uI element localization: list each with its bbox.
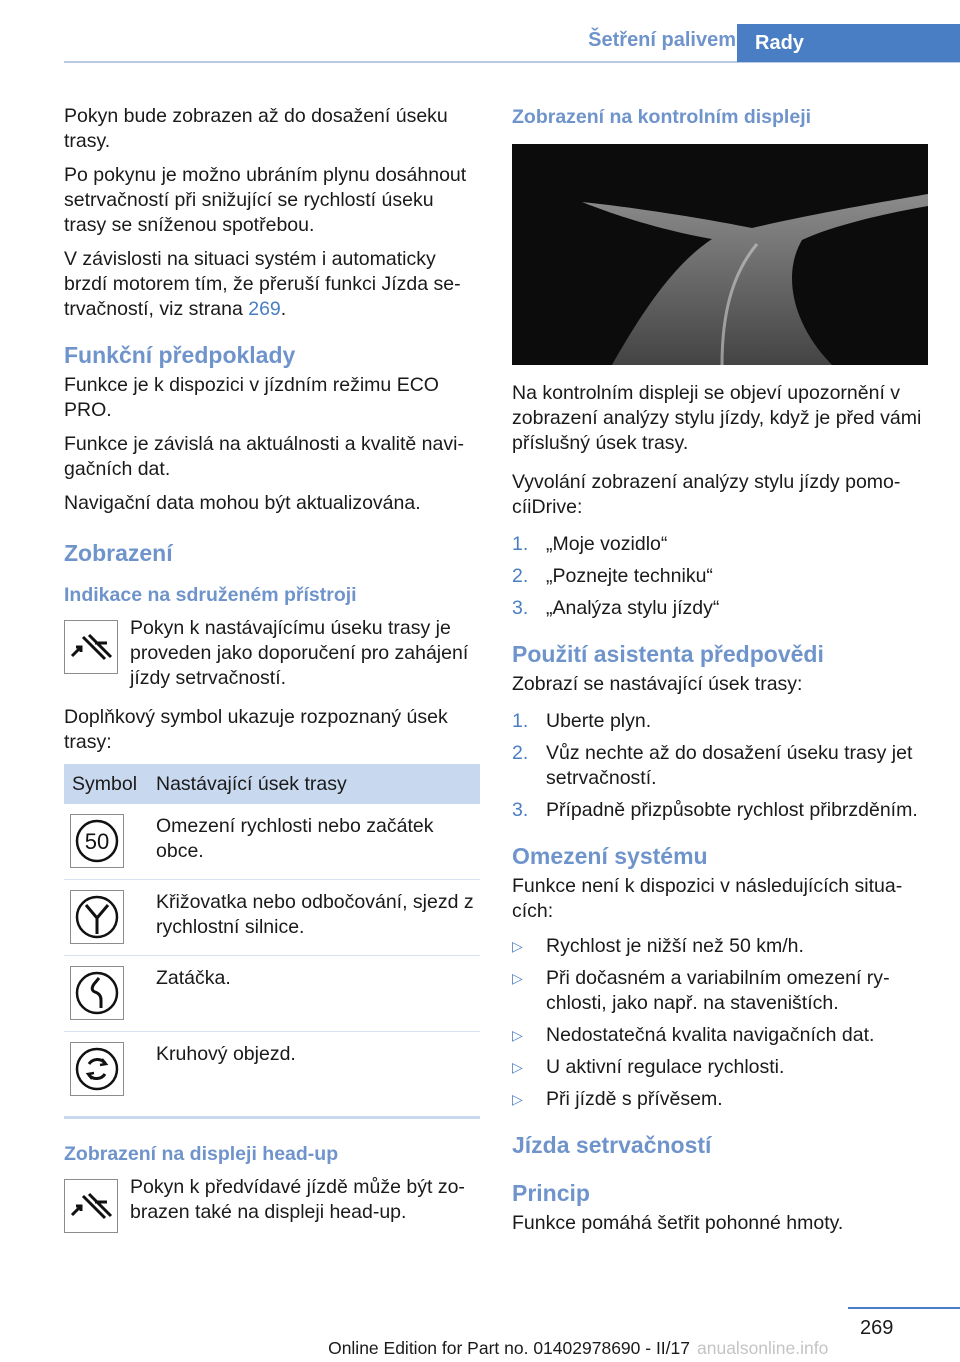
list-item: ▷ Při dočasném a variabilním omezení rychlosti, jako např. na staveništích.	[512, 967, 890, 1014]
svg-text:50: 50	[84, 829, 110, 854]
paragraph: Zobrazí se nastávající úsek trasy:	[512, 673, 803, 695]
coasting-hint-icon	[64, 620, 118, 674]
paragraph: Funkce pomáhá šetřit pohonné hmoty.	[512, 1212, 844, 1234]
list-item: ▷ U aktivní regulace rychlosti.	[512, 1056, 785, 1078]
page-header	[0, 24, 960, 62]
paragraph: Pokyn bude zobrazen až do dosažení úseku trasy.	[64, 105, 448, 152]
paragraph: V závislosti na situaci systém i automaticky brzdí motorem tím, že přeruší funkci Jízda setrvačností, viz strana 269.	[64, 248, 461, 320]
coasting-hint-icon	[64, 1179, 118, 1233]
paragraph: Funkce je závislá na aktuálnosti a kvalitě navigačních dat.	[64, 433, 464, 480]
list-item: 3. Případně přizpůsobte rychlost přibrzděním.	[512, 799, 918, 821]
table-header-symbol: Symbol	[64, 764, 148, 804]
list-item: ▷ Nedostatečná kvalita navigačních dat.	[512, 1024, 875, 1046]
header-chapter-tab: Rady	[737, 24, 960, 62]
paragraph: Navigační data mohou být aktualizována.	[64, 492, 421, 514]
list-item: ▷ Rychlost je nižší než 50 km/h.	[512, 935, 804, 957]
table-cell-text: Omezení rychlosti nebo začátek obce.	[148, 804, 480, 880]
table-row	[64, 956, 480, 1032]
heading-omezeni-systemu: Omezení systému	[512, 843, 708, 869]
right-column	[512, 104, 928, 1245]
table-cell-text: Křižovatka nebo odbočování, sjezd z rychlostní silnice.	[148, 880, 480, 956]
limitations-list	[512, 934, 928, 1112]
steps-usage	[512, 709, 928, 823]
edition-note: Online Edition for Part no. 01402978690 - II/17	[328, 1338, 690, 1358]
paragraph: Po pokynu je možno ubráním plynu dosáhnout setrvačností při snižující se rychlostí úseku trasy se sníženou spotřebou.	[64, 164, 467, 236]
junction-icon	[70, 890, 124, 944]
table-cell-text: Zatáčka.	[148, 956, 480, 1032]
heading-jizda-setrvacnosti: Jízda setrvačností	[512, 1132, 712, 1158]
paragraph: Vyvolání zobrazení analýzy stylu jízdy pomocíiDrive:	[512, 471, 901, 518]
curve-icon	[70, 966, 124, 1020]
bullet-triangle-icon: ▷	[512, 1027, 523, 1043]
table-end-rule	[64, 1116, 480, 1119]
steps-idrive	[512, 532, 928, 621]
heading-kontrolni-displej: Zobrazení na kontrolním displeji	[512, 106, 812, 128]
control-display-road-image	[512, 144, 928, 365]
heading-pouziti-asistenta: Použití asistenta předpovědi	[512, 641, 824, 667]
list-item: 2. „Poznejte techniku“	[512, 565, 713, 587]
list-item: 3. „Analýza stylu jízdy“	[512, 597, 720, 619]
table-row	[64, 880, 480, 956]
page-reference-link[interactable]: 269	[248, 298, 281, 320]
indikace-text: Pokyn k nastávajícímu úseku trasy je proveden jako doporučení pro zahájení jízdy setrvačností.	[130, 617, 469, 689]
table-cell-text: Kruhový objezd.	[156, 1043, 296, 1065]
page-number: 269	[860, 1317, 894, 1339]
heading-headup: Zobrazení na displeji head-up	[64, 1143, 339, 1165]
table-header-section: Nastávající úsek trasy	[148, 764, 480, 804]
paragraph: Funkce je k dispozici v jízdním režimu ECO PRO.	[64, 374, 439, 421]
symbol-table	[64, 764, 480, 1108]
table-row	[64, 1032, 480, 1109]
roundabout-icon	[70, 1042, 124, 1096]
speed-limit-50-icon	[70, 814, 124, 868]
list-item: 2. Vůz nechte až do dosažení úseku trasy jet setrvačností.	[512, 742, 913, 789]
indikace-row	[64, 616, 480, 691]
bullet-triangle-icon: ▷	[512, 1059, 523, 1075]
list-item: ▷ Při jízdě s přívěsem.	[512, 1088, 723, 1110]
list-item: 1. „Moje vozidlo“	[512, 533, 668, 555]
watermark: anualsonline.info	[697, 1338, 829, 1358]
bullet-triangle-icon: ▷	[512, 938, 523, 954]
table-header-row	[64, 764, 480, 804]
list-item: 1. Uberte plyn.	[512, 710, 652, 732]
paragraph: Doplňkový symbol ukazuje rozpoznaný úsek trasy:	[64, 706, 448, 753]
headup-row	[64, 1175, 480, 1233]
footer-rule	[848, 1307, 960, 1309]
heading-funkcni-predpoklady: Funkční předpoklady	[64, 342, 296, 368]
headup-text: Pokyn k předvídavé jízdě může být zobrazen také na displeji head-up.	[130, 1176, 465, 1223]
left-column	[64, 104, 480, 1247]
heading-zobrazeni: Zobrazení	[64, 540, 173, 566]
bullet-triangle-icon: ▷	[512, 1091, 523, 1107]
heading-indikace: Indikace na sdruženém přístroji	[64, 584, 357, 606]
bullet-triangle-icon: ▷	[512, 970, 523, 986]
table-row	[64, 804, 480, 880]
header-section-title: Šetření palivem	[588, 29, 736, 51]
paragraph: Funkce není k dispozici v následujících situacích:	[512, 875, 903, 922]
paragraph: Na kontrolním displeji se objeví upozornění v zobrazení analýzy stylu jízdy, když je před vámi příslušný úsek trasy.	[512, 382, 922, 454]
heading-princip: Princip	[512, 1180, 590, 1206]
